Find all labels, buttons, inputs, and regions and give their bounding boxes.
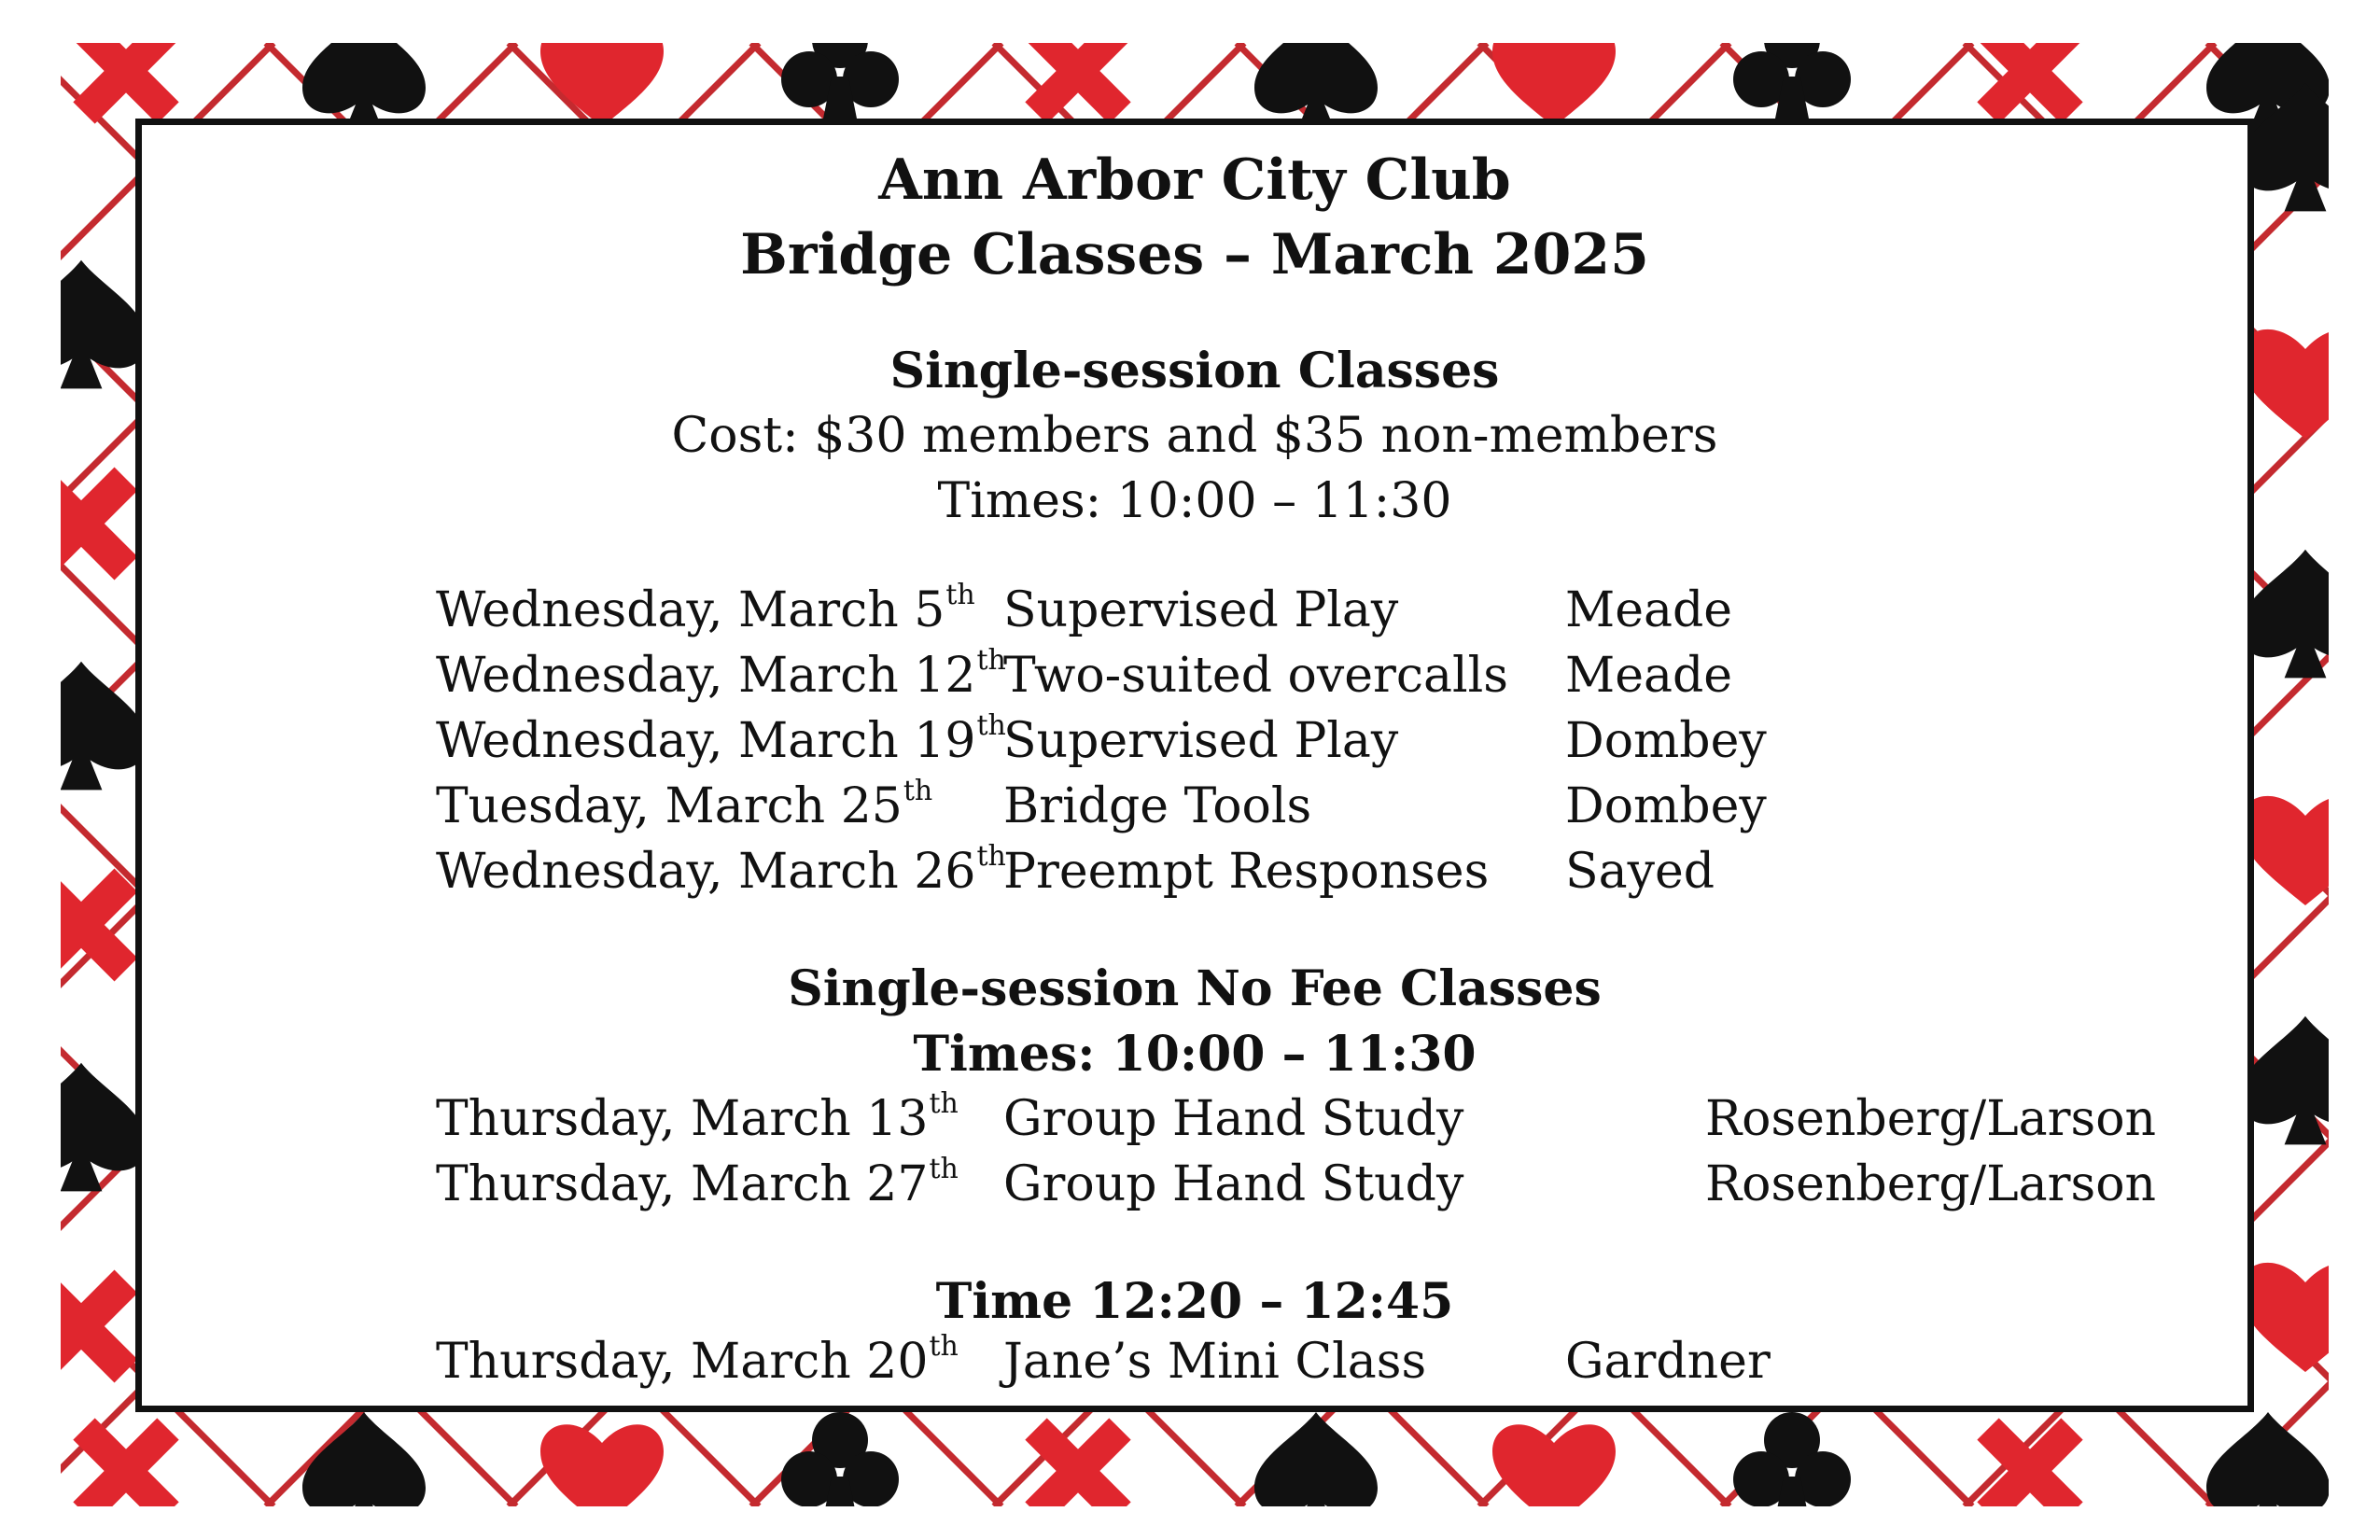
ordinal-suffix: th <box>929 1330 959 1363</box>
spade-icon <box>61 662 147 791</box>
ordinal-suffix: th <box>945 579 975 611</box>
class-topic: Jane’s Mini Class <box>1003 1334 1427 1390</box>
spade-icon <box>1254 1412 1378 1506</box>
class-topic: Group Hand Study <box>1003 1156 1464 1212</box>
class-date <box>436 709 1006 769</box>
free-times-line: Times: 10:00 – 11:30 <box>913 1026 1477 1083</box>
class-topic: Bridge Tools <box>1003 778 1312 834</box>
class-date <box>436 1153 959 1212</box>
cross-icon <box>1036 1429 1120 1506</box>
class-teacher: Meade <box>1565 582 1733 638</box>
schedule-row <box>142 644 2247 713</box>
schedule-row <box>142 579 2247 648</box>
heart-icon <box>1492 1424 1616 1506</box>
paid-section-heading: Single-session Classes <box>889 343 1500 399</box>
schedule-row <box>142 840 2247 909</box>
club-icon <box>781 1412 899 1506</box>
free-section-heading: Single-session No Fee Classes <box>788 960 1602 1017</box>
spade-icon <box>302 1412 426 1506</box>
class-date-text: Thursday, March 13 <box>436 1091 929 1147</box>
class-date-text: Wednesday, March 19 <box>436 713 976 769</box>
ordinal-suffix: th <box>929 1087 959 1120</box>
class-date <box>436 1330 959 1390</box>
class-topic: Supervised Play <box>1003 713 1399 769</box>
class-date-text: Thursday, March 20 <box>436 1334 929 1390</box>
schedule-title: Bridge Classes – March 2025 <box>740 222 1649 287</box>
schedule-row <box>142 1087 2247 1156</box>
class-date <box>436 840 1006 900</box>
class-teacher: Dombey <box>1565 713 1767 769</box>
schedule-row <box>142 1153 2247 1222</box>
heart-icon <box>1492 43 1616 127</box>
cross-icon <box>84 43 168 113</box>
cross-icon <box>1036 43 1120 113</box>
class-teacher: Dombey <box>1565 778 1767 834</box>
ordinal-suffix: th <box>976 644 1006 677</box>
club-icon <box>1733 1412 1851 1506</box>
ordinal-suffix: th <box>976 709 1006 742</box>
heart-icon <box>540 43 664 127</box>
class-date <box>436 1087 959 1147</box>
class-date-text: Thursday, March 27 <box>436 1156 929 1212</box>
class-date-text: Wednesday, March 5 <box>436 582 945 638</box>
class-teacher: Rosenberg/Larson <box>1705 1091 2157 1147</box>
class-topic: Two-suited overcalls <box>1003 648 1508 704</box>
schedule-row <box>142 775 2247 844</box>
cost-line: Cost: $30 members and $35 non-members <box>671 408 1718 464</box>
ordinal-suffix: th <box>976 840 1006 873</box>
ordinal-suffix: th <box>903 775 933 807</box>
class-topic: Supervised Play <box>1003 582 1399 638</box>
spade-icon <box>2206 1412 2329 1506</box>
class-date <box>436 775 933 834</box>
schedule-row <box>142 1330 2247 1399</box>
heart-icon <box>540 1424 664 1506</box>
cross-icon <box>61 1281 126 1371</box>
cross-icon <box>84 1429 168 1506</box>
ordinal-suffix: th <box>929 1153 959 1185</box>
class-teacher: Meade <box>1565 648 1733 704</box>
class-schedule-card <box>135 119 2254 1412</box>
class-teacher: Rosenberg/Larson <box>1705 1156 2157 1212</box>
class-date-text: Tuesday, March 25 <box>436 778 903 834</box>
class-topic: Group Hand Study <box>1003 1091 1464 1147</box>
spade-icon <box>61 1063 147 1192</box>
schedule-row <box>142 709 2247 778</box>
class-topic: Preempt Responses <box>1003 844 1490 900</box>
class-date-text: Wednesday, March 12 <box>436 648 976 704</box>
class-teacher: Sayed <box>1565 844 1715 900</box>
class-date <box>436 579 975 638</box>
class-teacher: Gardner <box>1565 1334 1771 1390</box>
class-date <box>436 644 1006 704</box>
cross-icon <box>61 479 126 568</box>
paid-times-line: Times: 10:00 – 11:30 <box>937 473 1452 529</box>
class-date-text: Wednesday, March 26 <box>436 844 976 900</box>
mini-times-line: Time 12:20 – 12:45 <box>935 1273 1454 1330</box>
club-title: Ann Arbor City Club <box>878 147 1511 213</box>
